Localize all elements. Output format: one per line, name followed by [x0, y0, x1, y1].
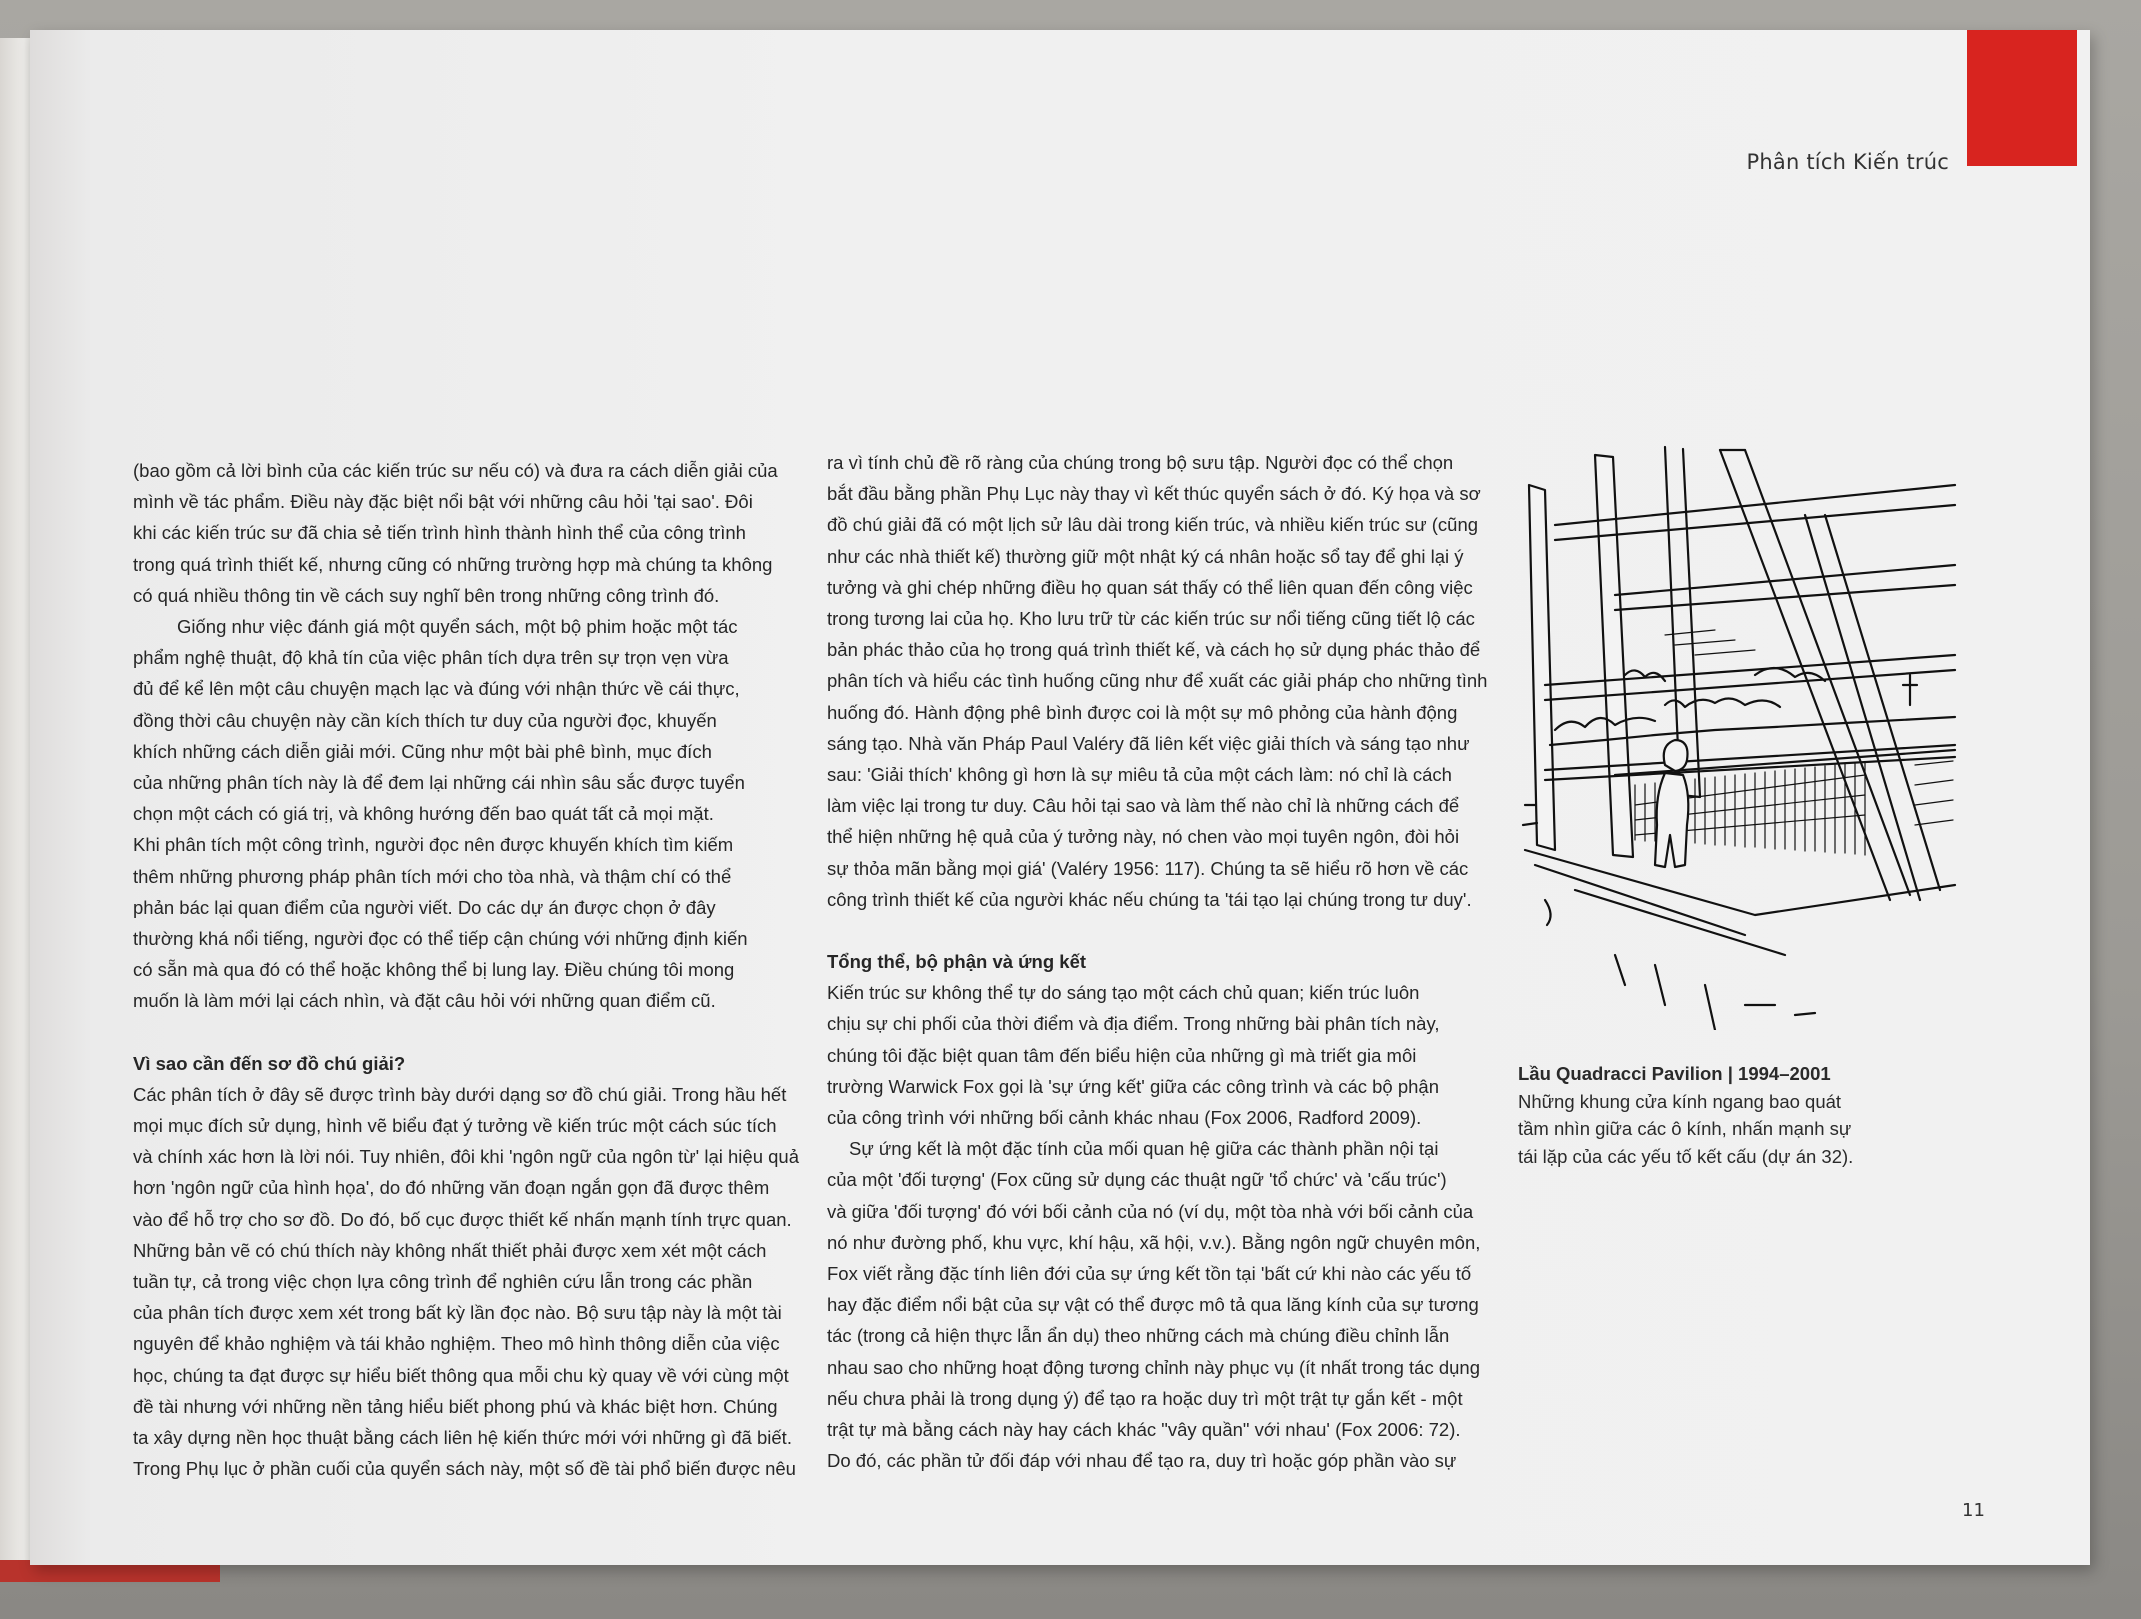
text-line: trong quá trình thiết kế, nhưng cũng có những trường hợp mà chúng ta không: [133, 553, 773, 575]
text-line: đề tài nhưng với những nền tảng hiểu biết phong phú và khác biệt hơn. Chúng: [133, 1395, 778, 1417]
paragraph: [827, 447, 1487, 915]
text-line: hay đặc điểm nổi bật của sự vật có thể được mô tả qua lăng kính của sự tương: [827, 1294, 1479, 1316]
text-line: huống đó. Hành động phê bình được coi là một sự mô phỏng của hành động: [827, 701, 1458, 723]
text-line: Những bản vẽ có chú thích này không nhất thiết phải được xem xét một cách: [133, 1239, 767, 1261]
text-line: nhau sao cho những hoạt động tương chỉnh này phục vụ (ít nhất trong tác dụng: [827, 1356, 1481, 1378]
text-line: của những phân tích này là để đem lại những cái nhìn sâu sắc được tuyển: [133, 772, 745, 794]
text-line: ra vì tính chủ đề rõ ràng của chúng trong bộ sưu tập. Người đọc có thể chọn: [827, 452, 1454, 473]
spacer: [133, 1017, 803, 1048]
text-line: có quá nhiều thông tin về cách suy nghĩ bên trong những công trình đó.: [133, 584, 720, 606]
text-line: đủ để kể lên một câu chuyện mạch lạc và đúng với nhận thức về cái thực,: [133, 678, 740, 700]
text-line: sáng tạo. Nhà văn Pháp Paul Valéry đã liên kết việc giải thích và sáng tạo như: [827, 732, 1470, 754]
text-line: mình về tác phẩm. Điều này đặc biệt nổi bật với những câu hỏi 'tại sao'. Đôi: [133, 491, 753, 513]
text-line: mọi mục đích sử dụng, hình vẽ biểu đạt ý tưởng về kiến trúc một cách súc tích: [133, 1115, 777, 1137]
text-line: thể hiện những hệ quả của ý tưởng này, nó chen vào mọi tuyên ngôn, đòi hỏi: [827, 826, 1460, 848]
text-line: khi các kiến trúc sư đã chia sẻ tiến trình hình thành hình thể của công trình: [133, 522, 746, 544]
text-line: khích những cách diễn giải mới. Cũng như một bài phê bình, mục đích: [133, 740, 712, 762]
text-line: vào để hỗ trợ cho sơ đồ. Do đó, bố cục được thiết kế nhấn mạnh tính trực quan.: [133, 1208, 792, 1230]
page-number: 11: [1962, 1500, 1985, 1521]
text-line: nguyên để khảo nghiệm và tái khảo nghiệm. Theo mô hình thông diễn của việc: [133, 1333, 780, 1355]
caption-line: tầm nhìn giữa các ô kính, nhấn mạnh sự: [1518, 1118, 1852, 1139]
text-line: chúng tôi đặc biệt quan tâm đến biểu hiện của những gì mà triết gia môi: [827, 1044, 1417, 1066]
text-line: đồng thời câu chuyện này cần kích thích tư duy của người đọc, khuyến: [133, 709, 717, 731]
paragraph: [133, 1079, 803, 1485]
text-line: ta xây dựng nền học thuật bằng cách liên hệ kiến thức mới với những gì đã biết.: [133, 1427, 792, 1449]
text-line: Sự ứng kết là một đặc tính của mối quan hệ giữa các thành phần nội tại: [849, 1138, 1439, 1160]
text-line: học, chúng ta đạt được sự hiểu biết thông qua mỗi chu kỳ quay về với cùng một: [133, 1364, 789, 1386]
text-line: trường Warwick Fox gọi là 'sự ứng kết' giữa các công trình và các bộ phận: [827, 1075, 1440, 1097]
text-line: Fox viết rằng đặc tính liên đới của sự ứng kết tồn tại 'bất cứ khi nào các yếu tố: [827, 1263, 1472, 1285]
figure-caption: [1518, 1060, 1948, 1170]
text-line: và giữa 'đối tượng' đó với bối cảnh của nó (ví dụ, một tòa nhà với bối cảnh của: [827, 1200, 1474, 1222]
text-line: hơn 'ngôn ngữ của hình họa', do đó những văn đoạn ngắn gọn đã được thêm: [133, 1177, 770, 1199]
text-line: đồ chú giải đã có một lịch sử lâu dài trong kiến trúc, và nhiều kiến trúc sư (cũng: [827, 514, 1479, 536]
text-line: nó như đường phố, khu vực, khí hậu, xã hội, v.v.). Bằng ngôn ngữ chuyên môn,: [827, 1231, 1481, 1253]
text-line: (bao gồm cả lời bình của các kiến trúc sư nếu có) và đưa ra cách diễn giải của: [133, 460, 778, 481]
text-line: như các nhà thiết kế) thường giữ một nhật ký cá nhân hoặc sổ tay để ghi lại ý: [827, 545, 1464, 567]
paragraph: [827, 977, 1487, 1133]
text-line: Giống như việc đánh giá một quyển sách, một bộ phim hoặc một tác: [177, 616, 738, 638]
text-line: thường khá nổi tiếng, người đọc có thể tiếp cận chúng với những định kiến: [133, 928, 748, 950]
text-line: trong tương lai của họ. Kho lưu trữ từ các kiến trúc sư nổi tiếng cũng tiết lộ các: [827, 608, 1475, 630]
text-line: tác (trong cả hiện thực lẫn ẩn dụ) theo những cách mà chúng điều chỉnh lẫn: [827, 1325, 1450, 1347]
spacer: [827, 915, 1487, 946]
text-line: bắt đầu bằng phần Phụ Lục này thay vì kết thúc quyển sách ở đó. Ký họa và sơ: [827, 483, 1481, 505]
text-line: phân tích và hiểu các tình huống cũng như để xuất các giải pháp cho những tình: [827, 670, 1488, 692]
text-line: sự thỏa mãn bằng mọi giá' (Valéry 1956: 117). Chúng ta sẽ hiểu rõ hơn về các: [827, 857, 1469, 879]
text-line: Khi phân tích một công trình, người đọc nên được khuyến khích tìm kiếm: [133, 834, 734, 856]
text-line: và chính xác hơn là lời nói. Tuy nhiên, đôi khi 'ngôn ngữ của ngôn từ' lại hiệu quả: [133, 1146, 799, 1168]
text-line: của phân tích được xem xét trong bất kỳ lần đọc nào. Bộ sưu tập này là một tài: [133, 1302, 782, 1324]
text-line: Do đó, các phần tử đối đáp với nhau để tạo ra, duy trì hoặc góp phần vào sự: [827, 1450, 1457, 1472]
text-line: nếu chưa phải là trong dụng ý) để tạo ra hoặc duy trì một trật tự gắn kết - một: [827, 1387, 1463, 1409]
section-heading: Vì sao cần đến sơ đồ chú giải?: [133, 1052, 406, 1074]
text-line: chịu sự chi phối của thời điểm và địa điểm. Trong những bài phân tích này,: [827, 1013, 1440, 1035]
text-line: tuần tự, cả trong việc chọn lựa công trình để nghiên cứu lẫn trong các phần: [133, 1271, 753, 1293]
caption-line: Những khung cửa kính ngang bao quát: [1518, 1090, 1842, 1112]
pavilion-sketch-illustration: [1515, 445, 1960, 1030]
text-line: phản bác lại quan điểm của người viết. Do các dự án được chọn ở đây: [133, 896, 716, 918]
chapter-color-tab: [1967, 30, 2077, 166]
text-line: tưởng và ghi chép những điều họ quan sát thấy có thể liên quan đến công việc: [827, 576, 1473, 598]
running-header: Phân tích Kiến trúc: [1746, 150, 1949, 174]
text-line: Các phân tích ở đây sẽ được trình bày dưới dạng sơ đồ chú giải. Trong hầu hết: [133, 1083, 787, 1105]
text-line: phẩm nghệ thuật, độ khả tín của việc phân tích dựa trên sự trọn vẹn vừa: [133, 647, 729, 669]
text-line: của công trình với những bối cảnh khác nhau (Fox 2006, Radford 2009).: [827, 1107, 1422, 1129]
text-column-left: [133, 455, 803, 1485]
text-line: Kiến trúc sư không thể tự do sáng tạo một cách chủ quan; kiến trúc luôn: [827, 982, 1420, 1004]
paragraph: [133, 455, 803, 611]
text-line: có sẵn mà qua đó có thể hoặc không thể bị lung lay. Điều chúng tôi mong: [133, 959, 735, 981]
text-line: sau: 'Giải thích' không gì hơn là sự miêu tả của một cách làm: nó chỉ là cách: [827, 764, 1452, 786]
text-line: chọn một cách có giá trị, và không hướng đến bao quát tất cả mọi mặt.: [133, 803, 714, 825]
section-heading: Tổng thể, bộ phận và ứng kết: [827, 951, 1087, 973]
text-line: muốn là làm mới lại cách nhìn, và đặt câu hỏi với những quan điểm cũ.: [133, 990, 716, 1012]
paragraph: [827, 1133, 1487, 1476]
text-line: bản phác thảo của họ trong quá trình thiết kế, và cách họ sử dụng phác thảo để: [827, 639, 1481, 661]
paragraph: [133, 611, 803, 1017]
text-line: trật tự mà bằng cách này hay cách khác "vây quần" với nhau' (Fox 2006: 72).: [827, 1419, 1461, 1441]
text-line: làm việc lại trong tư duy. Câu hỏi tại sao và làm thế nào chỉ là những cách để: [827, 795, 1460, 817]
text-column-right: [827, 447, 1487, 1477]
caption-title: Lầu Quadracci Pavilion | 1994–2001: [1518, 1063, 1831, 1084]
text-line: của một 'đối tượng' (Fox cũng sử dụng các thuật ngữ 'tổ chức' và 'cấu trúc'): [827, 1169, 1447, 1191]
text-line: thêm những phương pháp phân tích mới cho tòa nhà, và thậm chí có thể: [133, 865, 732, 887]
text-line: Trong Phụ lục ở phần cuối của quyển sách này, một số đề tài phổ biến được nêu: [133, 1458, 796, 1480]
text-line: công trình thiết kế của người khác nếu chúng ta 'tái tạo lại chúng trong tư duy'.: [827, 888, 1472, 910]
caption-line: tái lặp của các yếu tố kết cấu (dự án 32).: [1518, 1145, 1854, 1167]
